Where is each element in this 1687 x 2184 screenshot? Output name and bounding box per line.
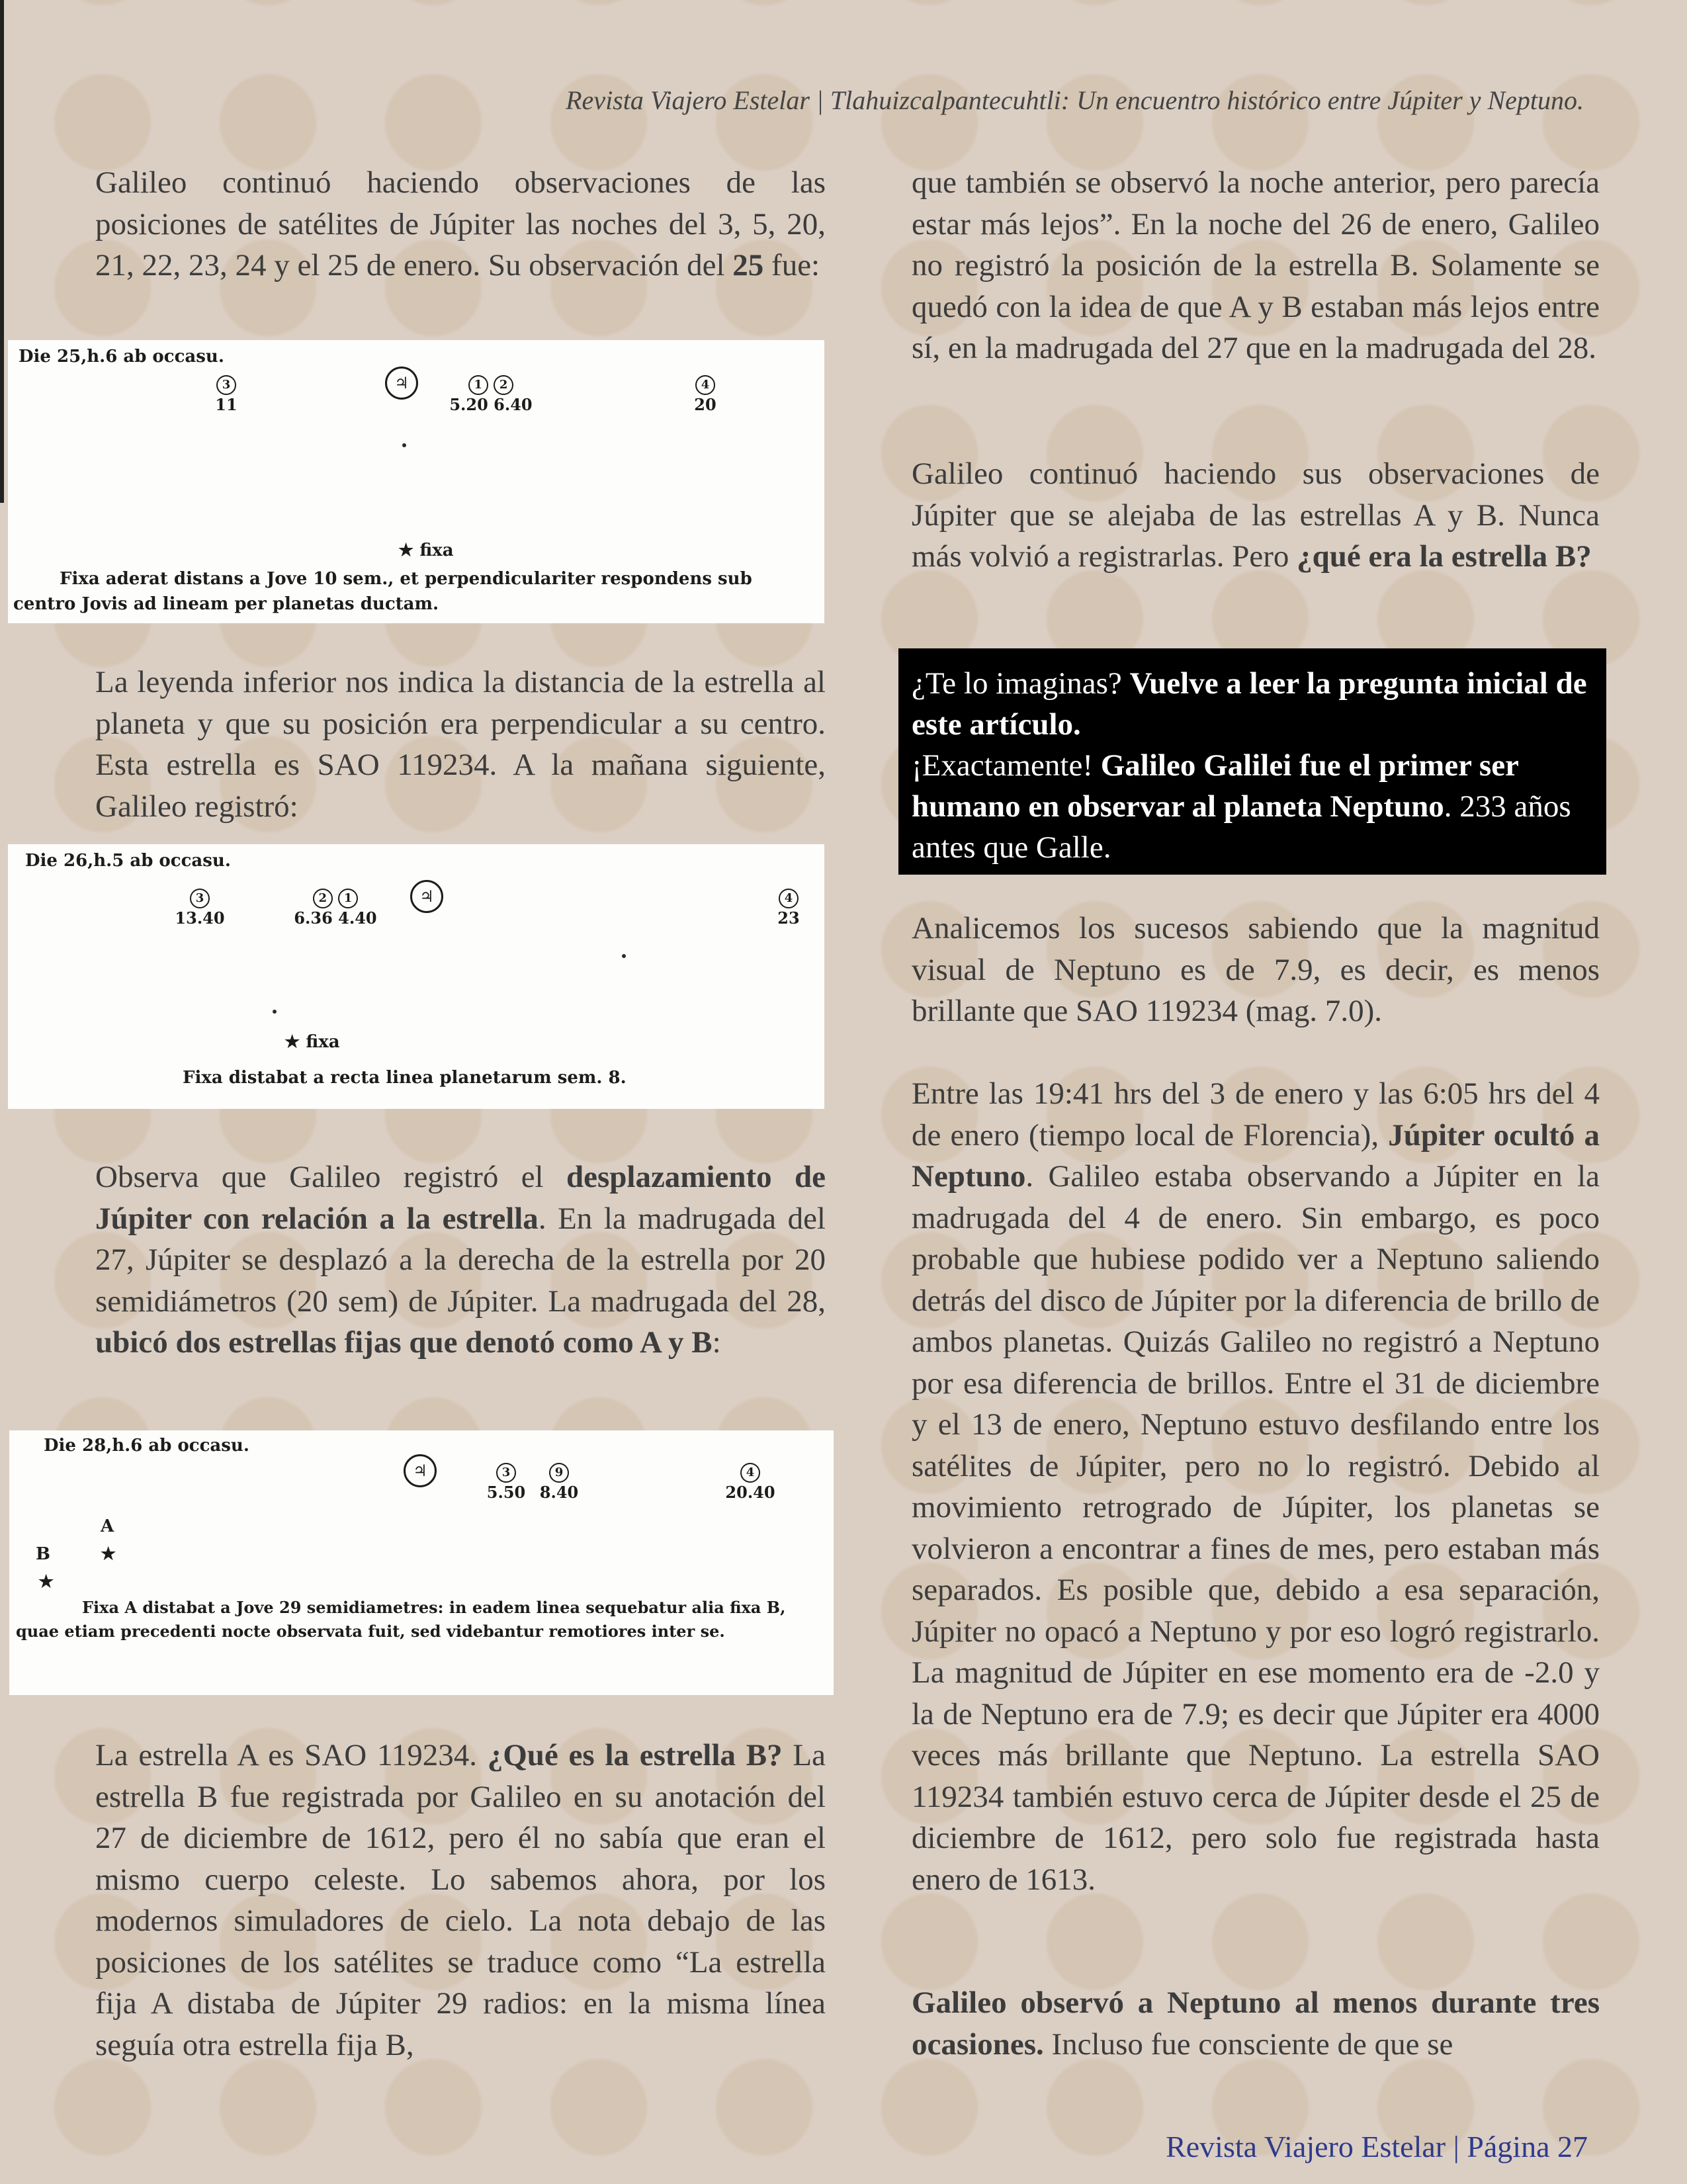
figure-caption: Fixa distabat a recta linea planetarum sem. 8. — [183, 1068, 627, 1088]
running-head: Revista Viajero Estelar | Tlahuizcalpantecuhtli: Un encuentro histórico entre Júpiter y Neptuno. — [566, 85, 1584, 115]
left-paragraph-2: La leyenda inferior nos indica la distancia de la estrella al planeta y que su posición era perpendicular a su centro. Esta estrella es SAO 119234. A la mañana siguiente, Galileo registró: — [95, 665, 826, 824]
jupiter-icon: ♃ — [404, 1454, 437, 1487]
figure-caption: Fixa A distabat a Jove 29 semidiametres: in eadem linea sequebatur alia fixa B, quae etiam precedenti nocte observata fuit, sed videbantur remotiores inter se. — [16, 1598, 786, 1641]
jupiter-icon: ♃ — [385, 367, 418, 400]
dot — [622, 954, 626, 958]
figure-caption: Fixa aderat distans a Jove 10 sem., et perpendiculariter respondens sub centro Jovis ad lineam per planetas ductam. — [13, 569, 752, 614]
callout-box: ¿Te lo imaginas? Vuelve a leer la pregunta inicial de este artículo. ¡Exactamente! Galileo Galilei fue el primer ser humano en observar al planeta Neptuno. 233 años antes que Galle. — [898, 648, 1606, 875]
satellite-4: 4 20.40 — [717, 1461, 783, 1502]
right-paragraph-3: Analicemos los sucesos sabiendo que la magnitud visual de Neptuno es de 7.9, es decir, es menos brillante que SAO 119234 (mag. 7.0). — [912, 911, 1600, 1028]
satellite-3: 3 11 — [206, 373, 246, 414]
star-fixa-label: ★ fixa — [398, 541, 454, 560]
text: Galileo continuó haciendo observaciones de las posiciones de satélites de Júpiter las noches del 3, 5, 20, 21, 22, 23, 24 y el 25 de enero. Su observación del — [95, 165, 826, 283]
figure-die-25 — [8, 340, 824, 623]
text: fue: — [763, 248, 820, 283]
jupiter-icon: ♃ — [410, 880, 443, 913]
right-paragraph-5: Galileo observó a Neptuno al menos durante tres ocasiones. Incluso fue consciente de que se — [912, 1986, 1600, 2062]
page-edge-bar — [0, 0, 4, 503]
satellite-4: 4 23 — [769, 887, 808, 928]
satellite-3: 3 13.40 — [167, 887, 233, 928]
satellite-4: 4 20 — [685, 373, 725, 414]
figure-die-28 — [9, 1430, 834, 1695]
star-fixa-label: ★ fixa — [284, 1032, 340, 1052]
figure-title: Die 28,h.6 ab occasu. — [44, 1436, 249, 1456]
left-paragraph-3: Observa que Galileo registró el desplazamiento de Júpiter con relación a la estrella. En la madrugada del 27, Júpiter se desplazó a la derecha de la estrella por 20 semidiámetros (20 sem) de Júpiter. La madrugada del 28, ubicó dos estrellas fijas que denotó como A y B: — [95, 1160, 826, 1360]
figure-title: Die 25,h.6 ab occasu. — [19, 347, 224, 367]
satellites-1-2: 1 2 5.20 6.40 — [445, 373, 537, 414]
figure-die-26 — [8, 844, 824, 1109]
bold-text: 25 — [732, 248, 764, 283]
satellites-2-1: 2 1 6.36 4.40 — [286, 887, 385, 928]
star-b-icon: ★ — [38, 1572, 54, 1592]
star-a-label: A — [101, 1516, 114, 1536]
star-b-label: B — [36, 1544, 50, 1564]
star-a-icon: ★ — [101, 1544, 116, 1564]
figure-title: Die 26,h.5 ab occasu. — [25, 851, 231, 871]
right-paragraph-2: Galileo continuó haciendo sus observaciones de Júpiter que se alejaba de las estrellas A y B. Nunca más volvió a registrarlas. Pero ¿qué era la estrella B? — [912, 457, 1600, 574]
dot — [273, 1010, 277, 1014]
right-paragraph-4: Entre las 19:41 hrs del 3 de enero y las 6:05 hrs del 4 de enero (tiempo local de Florencia), Júpiter ocultó a Neptuno. Galileo estaba observando a Júpiter en la madrugada del 4 de enero. Sin embargo, es poco probable que hubiese podido ver a Neptuno saliendo detrás del disco de Júpiter por la diferencia de brillo de ambos planetas. Quizás Galileo no registró a Neptuno por esa diferencia de brillos. Entre el 31 de diciembre y el 13 de enero, Neptuno estuvo desfilando entre los satélites de Júpiter, pero no lo registró. Debido al movimiento retrogrado de Júpiter, los planetas se volvieron a encontrar a fines de mes, pero estaban más separados. Es posible que, debido a esa separación, Júpiter no opacó a Neptuno y por eso logró registrarlo. La magnitud de Júpiter en ese momento era de -2.0 y la de Neptuno era de 7.9; es decir que Júpiter era 4000 veces más brillante que Neptuno. La estrella SAO 119234 también estuvo cerca de Júpiter desde el 25 de diciembre de 1612, pero solo fue registrada hasta enero de 1613. — [912, 1076, 1600, 1897]
satellite-9: 9 8.40 — [529, 1461, 589, 1502]
page-footer: Revista Viajero Estelar | Página 27 — [1166, 2130, 1588, 2163]
right-paragraph-1: que también se observó la noche anterior, pero parecía estar más lejos”. En la noche del 26 de enero, Galileo no registró la posición de la estrella B. Solamente se quedó con la idea de que A y B estaban más lejos entre sí, en la madrugada del 27 que en la madrugada del 28. — [912, 165, 1600, 365]
left-paragraph-1 — [95, 162, 826, 286]
dot — [402, 443, 406, 447]
satellite-3: 3 5.50 — [476, 1461, 536, 1502]
left-paragraph-4: La estrella A es SAO 119234. ¿Qué es la estrella B? La estrella B fue registrada por Galileo en su anotación del 27 de diciembre de 1612, pero él no sabía que eran el mismo cuerpo celeste. Lo sabemos ahora, por los modernos simuladores de cielo. La nota debajo de las posiciones de los satélites se traduce como “La estrella fija A distaba de Júpiter 29 radios: en la misma línea seguía otra estrella fija B, — [95, 1738, 826, 2062]
